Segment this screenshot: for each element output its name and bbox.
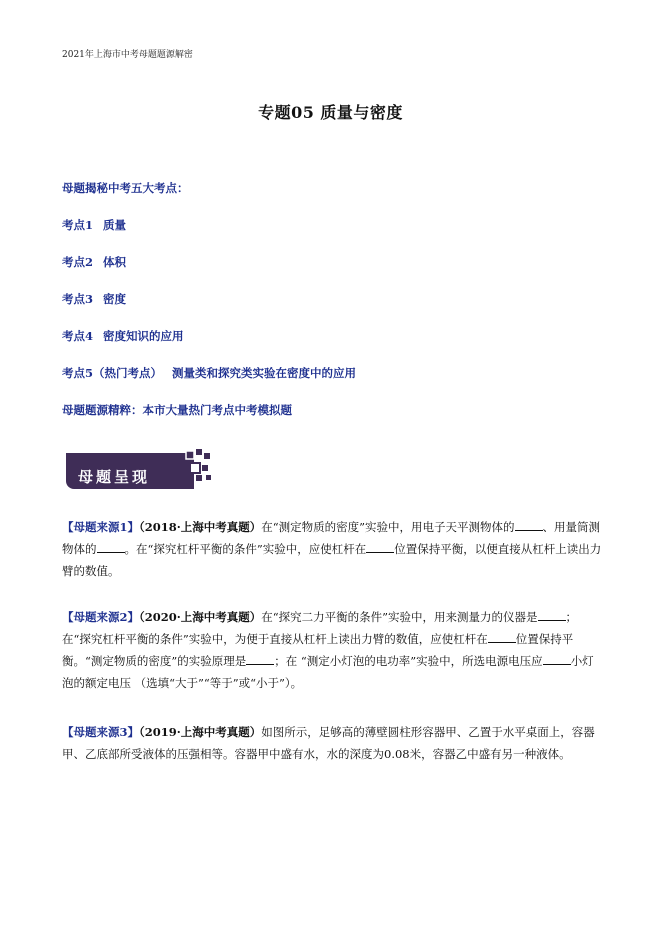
section-banner (66, 447, 216, 491)
question-text: 、用量筒测物体的 (62, 520, 601, 556)
answer-blank[interactable] (538, 608, 566, 621)
answer-blank[interactable] (515, 518, 543, 531)
banner-label: 母题呈现 (78, 468, 151, 486)
answer-blank[interactable] (543, 652, 571, 665)
point-label: 考点5（热门考点） (62, 366, 163, 380)
point-label: 考点1 (62, 218, 94, 232)
point-4 (62, 328, 184, 344)
question-text: ；在“探究杠杆平衡的条件”实验中，为便于直接从杠杆上读出力臂的数值，应使杠杆在 (62, 610, 578, 646)
banner-box (66, 453, 194, 489)
question-text: 位置保持平衡。“测定物质的密度”的实验原理是 (62, 632, 574, 668)
source-label: 【母题来源3】 (62, 725, 140, 739)
answer-blank[interactable] (366, 540, 394, 553)
question-text: 在“探究二力平衡的条件”实验中，用来测量力的仪器是 (261, 610, 538, 624)
point-label: 考点3 (62, 292, 94, 306)
point-text: 密度 (103, 292, 127, 306)
question-text: 在“测定物质的密度”实验中，用电子天平测物体的 (261, 520, 515, 534)
question-3 (62, 721, 602, 765)
question-text: 如图所示，足够高的薄壁圆柱形容器甲、乙置于水平桌面上，容器甲、乙底部所受液体的压强相等。容器甲中盛有水，水的深度为0.08米，容器乙中盛有另一种液体。 (62, 725, 595, 761)
question-text: ；在 “测定小灯泡的电功率”实验中，所选电源电压应 (274, 654, 543, 668)
question-1 (62, 516, 602, 582)
answer-blank[interactable] (246, 652, 274, 665)
question-text: 。在“探究杠杆平衡的条件”实验中，应使杠杆在 (124, 542, 367, 556)
source-label: 【母题来源2】 (62, 610, 140, 624)
puzzle-decoration-icon (176, 447, 216, 489)
point-3 (62, 291, 126, 307)
question-2 (62, 606, 602, 694)
source-label: 【母题来源1】 (62, 520, 140, 534)
point-text: 体积 (103, 255, 127, 269)
question-text: 小灯泡的额定电压 （选填“大于”“等于”或“小于”）。 (62, 654, 594, 690)
point-text: 测量类和探究类实验在密度中的应用 (172, 366, 357, 380)
intro-heading: 母题揭秘中考五大考点： (62, 181, 189, 195)
question-text: 位置保持平衡，以便直接从杠杆上读出力臂的数值。 (62, 542, 602, 578)
point-2 (62, 254, 126, 270)
answer-blank[interactable] (97, 540, 125, 553)
source-refine-heading: 母题题源精粹：本市大量热门考点中考模拟题 (62, 403, 292, 417)
point-text: 质量 (103, 218, 127, 232)
source-year: （2018·上海中考真题） (139, 520, 262, 534)
point-5 (62, 365, 356, 381)
point-1 (62, 217, 126, 233)
source-year: （2019·上海中考真题） (139, 725, 262, 739)
page-header: 2021年上海市中考母题题源解密 (62, 50, 193, 60)
point-label: 考点2 (62, 255, 94, 269)
point-text: 密度知识的应用 (103, 329, 184, 343)
source-year: （2020·上海中考真题） (139, 610, 262, 624)
answer-blank[interactable] (488, 630, 516, 643)
page-title: 专题05 质量与密度 (258, 103, 403, 122)
point-label: 考点4 (62, 329, 94, 343)
